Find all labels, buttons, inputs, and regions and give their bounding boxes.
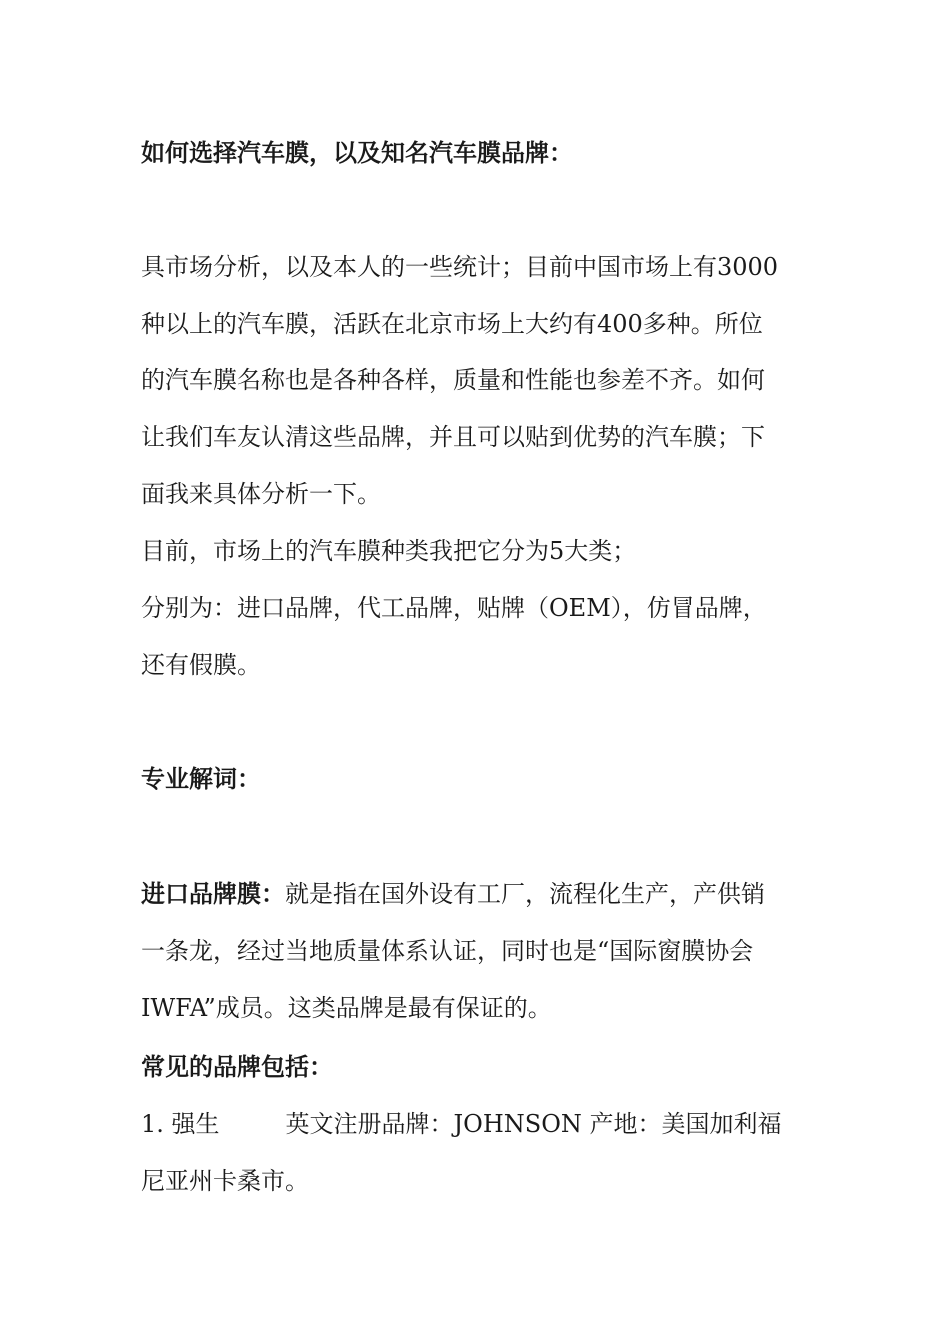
import-term-label: 进口品牌膜： bbox=[141, 879, 285, 908]
document-title: 如何选择汽车膜，以及知名汽车膜品牌： bbox=[141, 138, 573, 167]
terms-heading: 专业解词： bbox=[141, 764, 261, 793]
brand-1-detail: 英文注册品牌：JOHNSON 产地：美国加利福 bbox=[285, 1110, 782, 1138]
import-desc-line-2: 一条龙，经过当地质量体系认证，同时也是“国际窗膜协会 bbox=[141, 937, 754, 965]
categories-list-line-1: 分别为：进口品牌，代工品牌，贴牌（OEM），仿冒品牌， bbox=[141, 594, 767, 622]
brand-1-name: 1. 强生 bbox=[141, 1110, 220, 1138]
import-desc-line-1: 就是指在国外设有工厂，流程化生产，产供销 bbox=[285, 880, 765, 908]
common-brands-heading: 常见的品牌包括： bbox=[141, 1052, 333, 1081]
intro-line-4: 让我们车友认清这些品牌，并且可以贴到优势的汽车膜；下 bbox=[141, 423, 765, 451]
intro-line-1: 具市场分析，以及本人的一些统计；目前中国市场上有3000 bbox=[141, 253, 779, 281]
brand-1-line-2: 尼亚州卡桑市。 bbox=[141, 1167, 309, 1195]
brand-1-line-1 bbox=[141, 1108, 782, 1140]
intro-line-2: 种以上的汽车膜，活跃在北京市场上大约有400多种。所位 bbox=[141, 310, 763, 338]
intro-line-5: 面我来具体分析一下。 bbox=[141, 480, 381, 508]
categories-line: 目前，市场上的汽车膜种类我把它分为5大类； bbox=[141, 537, 637, 565]
import-term-line-1 bbox=[141, 878, 765, 910]
intro-line-3: 的汽车膜名称也是各种各样，质量和性能也参差不齐。如何 bbox=[141, 366, 765, 394]
import-desc-line-3: IWFA”成员。这类品牌是最有保证的。 bbox=[141, 994, 552, 1022]
categories-list-line-2: 还有假膜。 bbox=[141, 651, 261, 679]
